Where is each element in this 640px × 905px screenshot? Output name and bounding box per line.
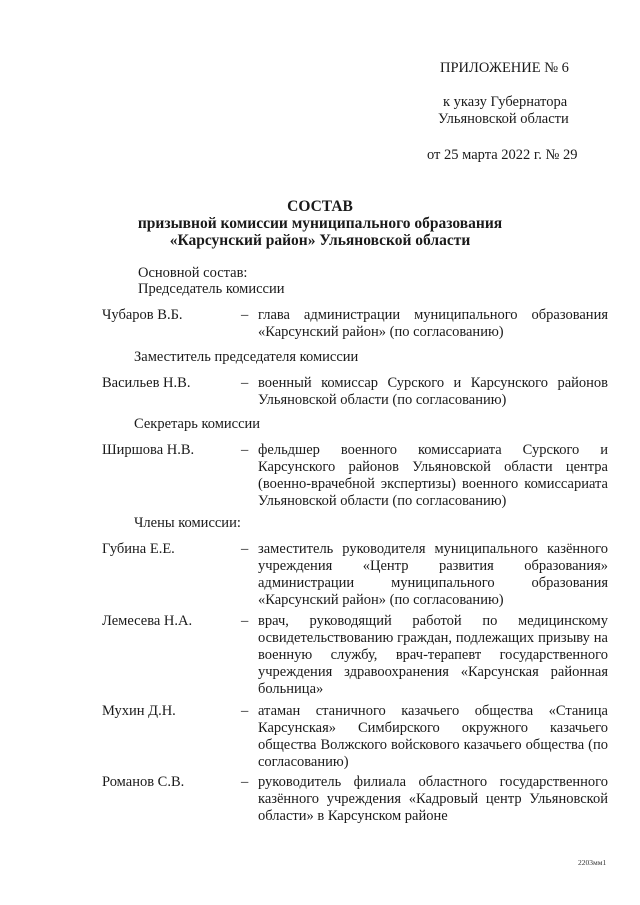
person-role: глава администрации муниципального образования «Карсунский район» (по согласованию) (258, 307, 608, 340)
person-role: фельдшер военного комиссариата Сурского и Карсунского районов Ульяновской области центра (военно-врачебной экспертизы) военного комиссариата Ульяновской области (по согласованию) (258, 442, 608, 509)
dash: – (241, 703, 249, 719)
person-name: Ширшова Н.В. (102, 442, 195, 458)
person-role: руководитель филиала областного государственного казённого учреждения «Кадровый центр Ульяновской области» в Карсунском районе (258, 774, 608, 824)
person-role: атаман станичного казачьего общества «Станица Карсунская» Симбирского окружного казачьего общества Волжского войскового казачьего общества (по согласованию) (258, 703, 608, 770)
person-role: заместитель руководителя муниципального казённого учреждения «Центр развития образования» администрации муниципального образования «Карсунский район» (по согласованию) (258, 541, 608, 608)
dash: – (241, 442, 249, 458)
dash: – (241, 774, 249, 790)
appendix-number: ПРИЛОЖЕНИЕ № 6 (440, 60, 569, 76)
person-name: Лемесева Н.А. (102, 613, 193, 629)
dash: – (241, 307, 249, 323)
person-name: Губина Е.Е. (102, 541, 175, 557)
dash: – (241, 613, 249, 629)
person-role: врач, руководящий работой по медицинскому освидетельствованию граждан, подлежащих призыву на военную службу, врач-терапевт государственного учреждения здравоохранения «Карсунская районная больница» (258, 613, 608, 697)
person-name: Мухин Д.Н. (102, 703, 176, 719)
decree-line-1: к указу Губернатора (443, 94, 568, 110)
person-name: Васильев Н.В. (102, 375, 191, 391)
dash: – (241, 541, 249, 557)
section-secretary: Секретарь комиссии (134, 416, 261, 432)
section-main: Основной состав: (138, 265, 248, 281)
person-role: военный комиссар Сурского и Карсунского районов Ульяновской области (по согласованию) (258, 375, 608, 408)
section-chairman: Председатель комиссии (138, 281, 285, 297)
document-title: СОСТАВ (287, 198, 353, 215)
section-deputy: Заместитель председателя комиссии (134, 349, 359, 365)
dash: – (241, 375, 249, 391)
person-name: Чубаров В.Б. (102, 307, 183, 323)
person-name: Романов С.В. (102, 774, 185, 790)
document-subtitle-1: призывной комиссии муниципального образования (137, 215, 503, 232)
section-members: Члены комиссии: (134, 515, 241, 531)
decree-date: от 25 марта 2022 г. № 29 (427, 147, 578, 163)
footer-code: 2203мм1 (578, 858, 607, 867)
decree-line-2: Ульяновской области (438, 111, 569, 127)
document-subtitle-2: «Карсунский район» Ульяновской области (169, 232, 471, 249)
